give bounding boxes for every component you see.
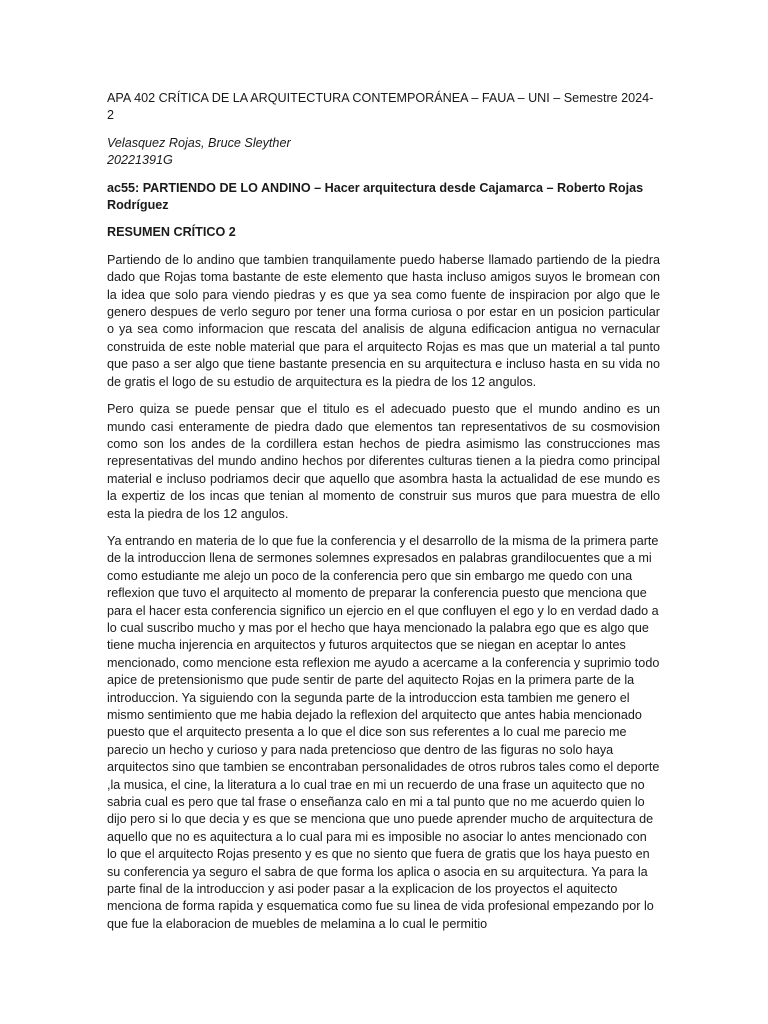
author-name: Velasquez Rojas, Bruce Sleyther	[107, 135, 291, 150]
paragraph-2: Pero quiza se puede pensar que el titulo es el adecuado puesto que el mundo andino es un mundo casi enteramente de piedra dado que elementos tan representativos de su cosmovision como son los andes de la cordillera estan hechos de piedra asimismo las construcciones mas representativas del mundo andino hechos por diferentes culturas tienen a la piedra como principal material e incluso podriamos decir que aquello que asombra hasta la actualidad de ese mundo es la expertiz de los incas que tenian al momento de construir sus muros que para muestra de ello esta la piedra de los 12 angulos.	[107, 402, 660, 521]
section-title: RESUMEN CRÍTICO 2	[107, 225, 236, 240]
document-body	[107, 90, 660, 943]
student-id: 20221391G	[107, 153, 173, 168]
paragraph-1: Partiendo de lo andino que tambien tranquilamente puedo haberse llamado partiendo de la piedra dado que Rojas toma bastante de este elemento que hasta incluso amigos suyos le bromean con la idea que solo para viendo piedras y es que ya sea como fuente de inspiracion por algo que le genero despues de verlo seguro por tener una forma curiosa o por estar en un posicion particular o ya sea como informacion que rescata del analisis de alguna edificacion antigua no vernacular construida de este noble material que para el arquitecto Rojas es mas que un material a tal punto que paso a ser algo que tiene bastante presencia en su arquitectura e incluso hasta en su vida no de gratis el logo de su estudio de arquitectura es la piedra de los 12 angulos.	[107, 252, 660, 389]
conference-title: ac55: PARTIENDO DE LO ANDINO – Hacer arquitectura desde Cajamarca – Roberto Rojas Rodríguez	[107, 180, 644, 213]
paragraph-3: Ya entrando en materia de lo que fue la conferencia y el desarrollo de la misma de la primera parte de la introduccion llena de sermones solemnes expresados en palabras grandilocuentes que a mi como estudiante me alejo un poco de la conferencia pero que sin embargo me quedo con una reflexion que tuvo el arquitecto al momento de preparar la conferencia puesto que menciona que para el hacer esta conferencia significo un ejercio en el que confluyen el ego y lo en verdad dado a lo cual suscribo mucho y mas por el hecho que haya mencionado la palabra ego que es algo que tiene mucha injerencia en arquitectos y futuros arquitectos que se niegan en aceptar lo antes mencionado, como mencione esta reflexion me ayudo a acercame a la conferencia y suprimio todo apice de pretensionismo que pude sentir de parte del aquitecto Rojas en la primera parte de la introduccion. Ya siguiendo con la segunda parte de la introduccion esta tambien me genero el mismo sentimiento que me habia dejado la reflexion del arquitecto que antes habia mencionado puesto que el arquitecto presenta a lo que el dice son sus referentes a lo cual me parecio me parecio un hecho y curioso y para nada pretencioso que dentro de las figuras no solo haya arquitectos sino que tambien se encontraban personalidades de otros rubros tales como el deporte ,la musica, el cine, la literatura a lo cual trae en mi un recuerdo de una frase un aquitecto que no sabria cual es pero que tal frase o enseñanza calo en mi a tal punto que no me acuerdo quien lo dijo pero si lo que decia y es que se menciona que uno puede aprender mucho de arquitectura de aquello que no es aquitectura a lo cual para mi es imposible no asociar lo antes mencionado con lo que el arquitecto Rojas presento y es que no siento que fuera de gratis que los haya puesto en su conferencia ya seguro el sabra de que forma los aplica o asocia en su arquitectura. Ya para la parte final de la introduccion y asi poder pasar a la explicacion de los proyectos el aquitecto menciona de forma rapida y esquematica como fue su linea de vida profesional empezando por lo que fue la elaboracion de muebles de melamina a lo cual le permitio	[107, 533, 660, 931]
course-header: APA 402 CRÍTICA DE LA ARQUITECTURA CONTEMPORÁNEA – FAUA – UNI – Semestre 2024-2	[107, 91, 654, 123]
